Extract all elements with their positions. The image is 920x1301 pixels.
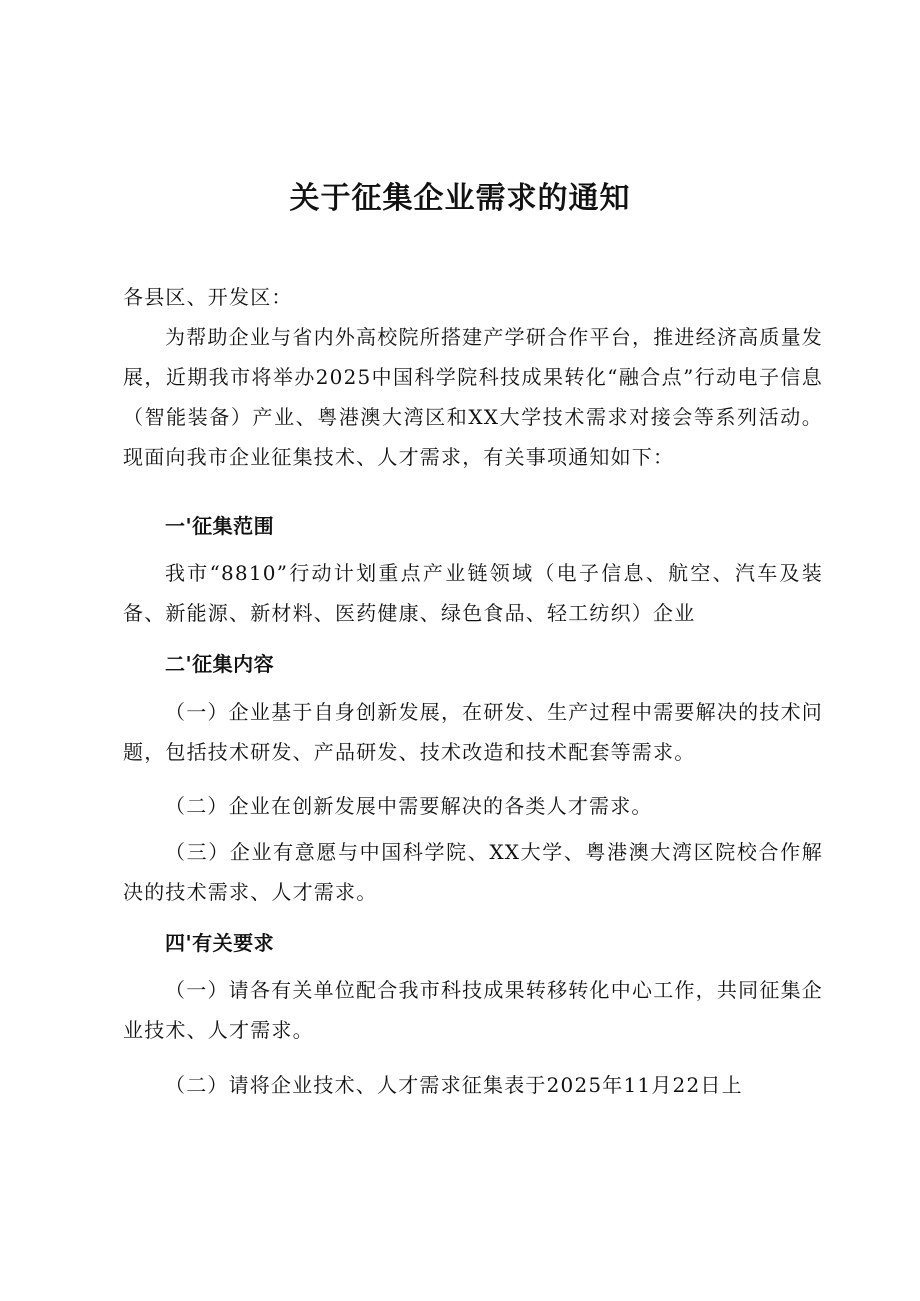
scope-paragraph: 我市“8810”行动计划重点产业链领域（电子信息、航空、汽车及装备、新能源、新材料、医药健康、绿色食品、轻工纺织）企业 — [123, 561, 823, 625]
requirements-paragraph-1: （一）请各有关单位配合我市科技成果转移转化中心工作，共同征集企业技术、人才需求。 — [123, 978, 823, 1042]
section-heading-requirements: 四'有关要求 — [165, 931, 275, 955]
salutation: 各县区、开发区： — [123, 285, 293, 309]
content-paragraph-2: （二）企业在创新发展中需要解决的各类人才需求。 — [165, 794, 653, 818]
content-paragraph-3: （三）企业有意愿与中国科学院、XX大学、粤港澳大湾区院校合作解决的技术需求、人才需求。 — [123, 840, 823, 904]
section-heading-scope: 一'征集范围 — [165, 514, 275, 538]
intro-paragraph: 为帮助企业与省内外高校院所搭建产学研合作平台，推进经济高质量发展，近期我市将举办2025中国科学院科技成果转化“融合点”行动电子信息（智能装备）产业、粤港澳大湾区和XX大学技术需求对接会等系列活动。现面向我市企业征集技术、人才需求，有关事项通知如下： — [123, 325, 823, 469]
content-paragraph-1: （一）企业基于自身创新发展，在研发、生产过程中需要解决的技术问题，包括技术研发、产品研发、技术改造和技术配套等需求。 — [123, 700, 823, 764]
section-heading-content: 二'征集内容 — [165, 652, 275, 676]
document-title: 关于征集企业需求的通知 — [289, 181, 631, 216]
requirements-paragraph-2: （二）请将企业技术、人才需求征集表于2025年11月22日上 — [165, 1073, 743, 1097]
